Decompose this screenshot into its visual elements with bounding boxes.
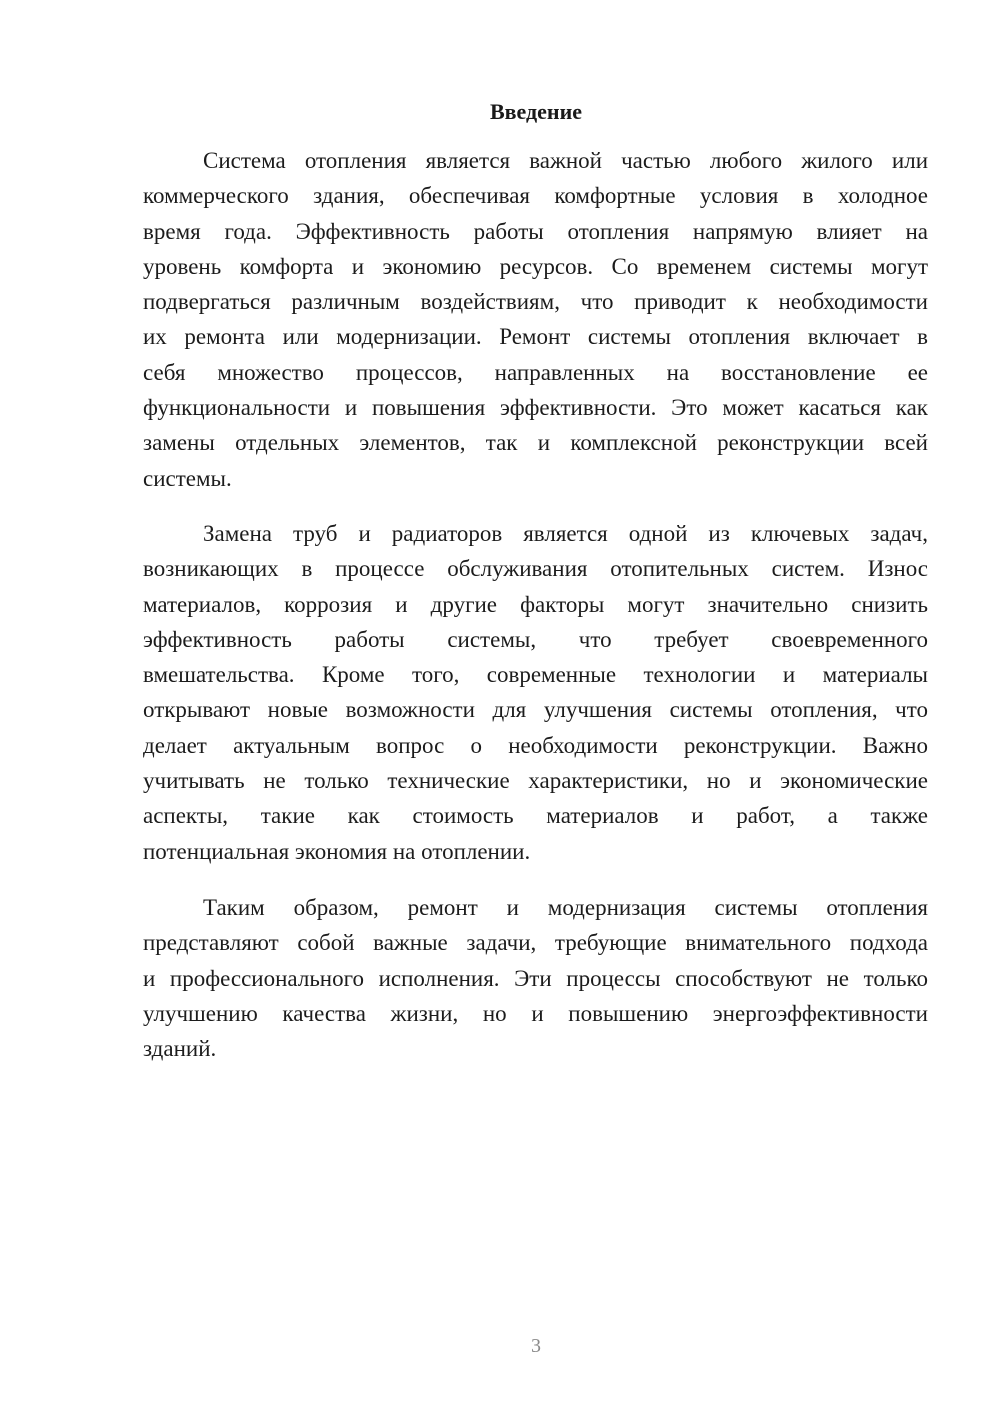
text-line: функциональности и повышения эффективности. Это может касаться как	[143, 395, 928, 421]
text-line: их ремонта или модернизации. Ремонт системы отопления включает в	[143, 324, 928, 350]
text-line: делает актуальным вопрос о необходимости реконструкции. Важно	[143, 732, 928, 758]
text-line: вмешательства. Кроме того, современные технологии и материалы	[143, 662, 928, 688]
text-line: коммерческого здания, обеспечивая комфортные условия в холодное	[143, 183, 928, 209]
text-line: Система отопления является важной частью любого жилого или	[203, 148, 928, 173]
text-line: материалов, коррозия и другие факторы могут значительно снизить	[143, 591, 928, 617]
text-line: зданий.	[143, 1036, 217, 1062]
text-line: улучшению качества жизни, но и повышению энергоэффективности	[143, 1000, 928, 1026]
paragraph-introduction-1	[143, 143, 928, 496]
text-line: потенциальная экономия на отоплении.	[143, 838, 531, 864]
page-number: 3	[531, 1335, 541, 1357]
text-line: представляют собой важные задачи, требующие внимательного подхода	[143, 930, 928, 956]
text-line: возникающих в процессе обслуживания отопительных систем. Износ	[143, 556, 928, 582]
text-line: время года. Эффективность работы отопления напрямую влияет на	[143, 218, 928, 244]
text-line: учитывать не только технические характеристики, но и экономические	[143, 768, 928, 794]
paragraph-introduction-3	[143, 890, 928, 1066]
text-line: Таким образом, ремонт и модернизация системы отопления	[203, 895, 928, 920]
text-line: Замена труб и радиаторов является одной из ключевых задач,	[203, 521, 928, 546]
section-heading: Введение	[489, 99, 583, 124]
text-line: аспекты, такие как стоимость материалов и работ, а также	[143, 803, 928, 829]
text-line: подвергаться различным воздействиям, что приводит к необходимости	[143, 289, 928, 315]
text-line: уровень комфорта и экономию ресурсов. Со временем системы могут	[143, 253, 928, 279]
text-line: открывают новые возможности для улучшения системы отопления, что	[143, 697, 928, 723]
text-line: себя множество процессов, направленных на восстановление ее	[143, 359, 928, 385]
text-line: и профессионального исполнения. Эти процессы способствуют не только	[143, 965, 928, 991]
text-line: замены отдельных элементов, так и комплексной реконструкции всей	[143, 430, 928, 456]
paragraph-introduction-2	[143, 516, 928, 869]
text-line: эффективность работы системы, что требует своевременного	[143, 626, 928, 652]
text-line: системы.	[143, 465, 232, 491]
